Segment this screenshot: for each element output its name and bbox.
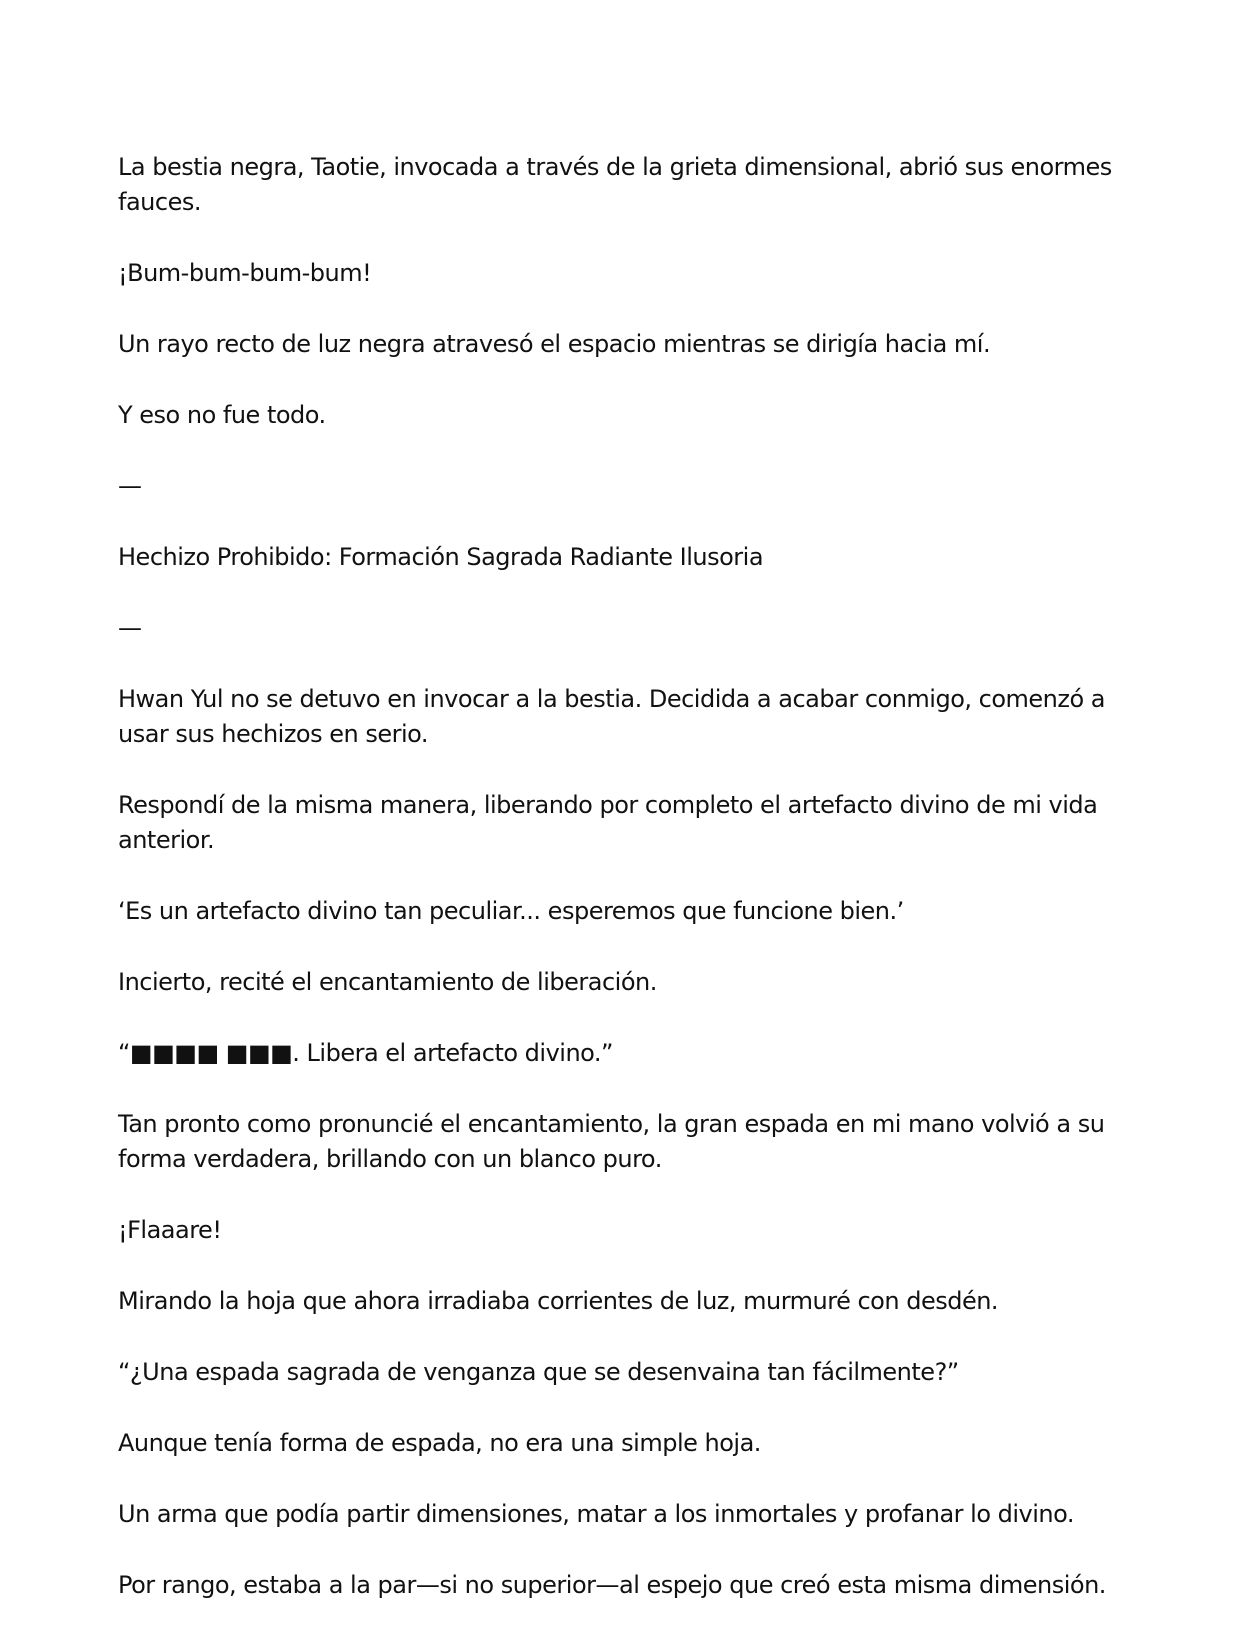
paragraph: Y eso no fue todo. <box>118 401 326 429</box>
paragraph: Aunque tenía forma de espada, no era una simple hoja. <box>118 1429 761 1457</box>
paragraph: Por rango, estaba a la par—si no superior—al espejo que creó esta misma dimensión. <box>118 1571 1106 1599</box>
paragraph: Incierto, recité el encantamiento de liberación. <box>118 968 657 996</box>
paragraph: “■■■■ ■■■. Libera el artefacto divino.” <box>118 1039 613 1067</box>
paragraph: Un arma que podía partir dimensiones, matar a los inmortales y profanar lo divino. <box>118 1500 1075 1528</box>
paragraph: Tan pronto como pronuncié el encantamiento, la gran espada en mi mano volvió a su forma verdadera, brillando con un blanco puro. <box>118 1110 1112 1173</box>
paragraph: La bestia negra, Taotie, invocada a través de la grieta dimensional, abrió sus enormes fauces. <box>118 153 1119 216</box>
paragraph: Hwan Yul no se detuvo en invocar a la bestia. Decidida a acabar conmigo, comenzó a usar sus hechizos en serio. <box>118 685 1113 748</box>
body-text <box>118 150 1128 1639</box>
paragraph: ‘Es un artefacto divino tan peculiar... esperemos que funcione bien.’ <box>118 897 904 925</box>
separator-dash: — <box>118 472 142 500</box>
paragraph: Un rayo recto de luz negra atravesó el espacio mientras se dirigía hacia mí. <box>118 330 991 358</box>
paragraph: ¡Bum-bum-bum-bum! <box>118 259 372 287</box>
paragraph: Mirando la hoja que ahora irradiaba corrientes de luz, murmuré con desdén. <box>118 1287 999 1315</box>
separator-dash: — <box>118 614 142 642</box>
paragraph: ¡Flaaare! <box>118 1216 222 1244</box>
paragraph: “¿Una espada sagrada de venganza que se desenvaina tan fácilmente?” <box>118 1358 959 1386</box>
spell-name: Hechizo Prohibido: Formación Sagrada Radiante Ilusoria <box>118 543 764 571</box>
paragraph: Respondí de la misma manera, liberando por completo el artefacto divino de mi vida anterior. <box>118 791 1105 854</box>
